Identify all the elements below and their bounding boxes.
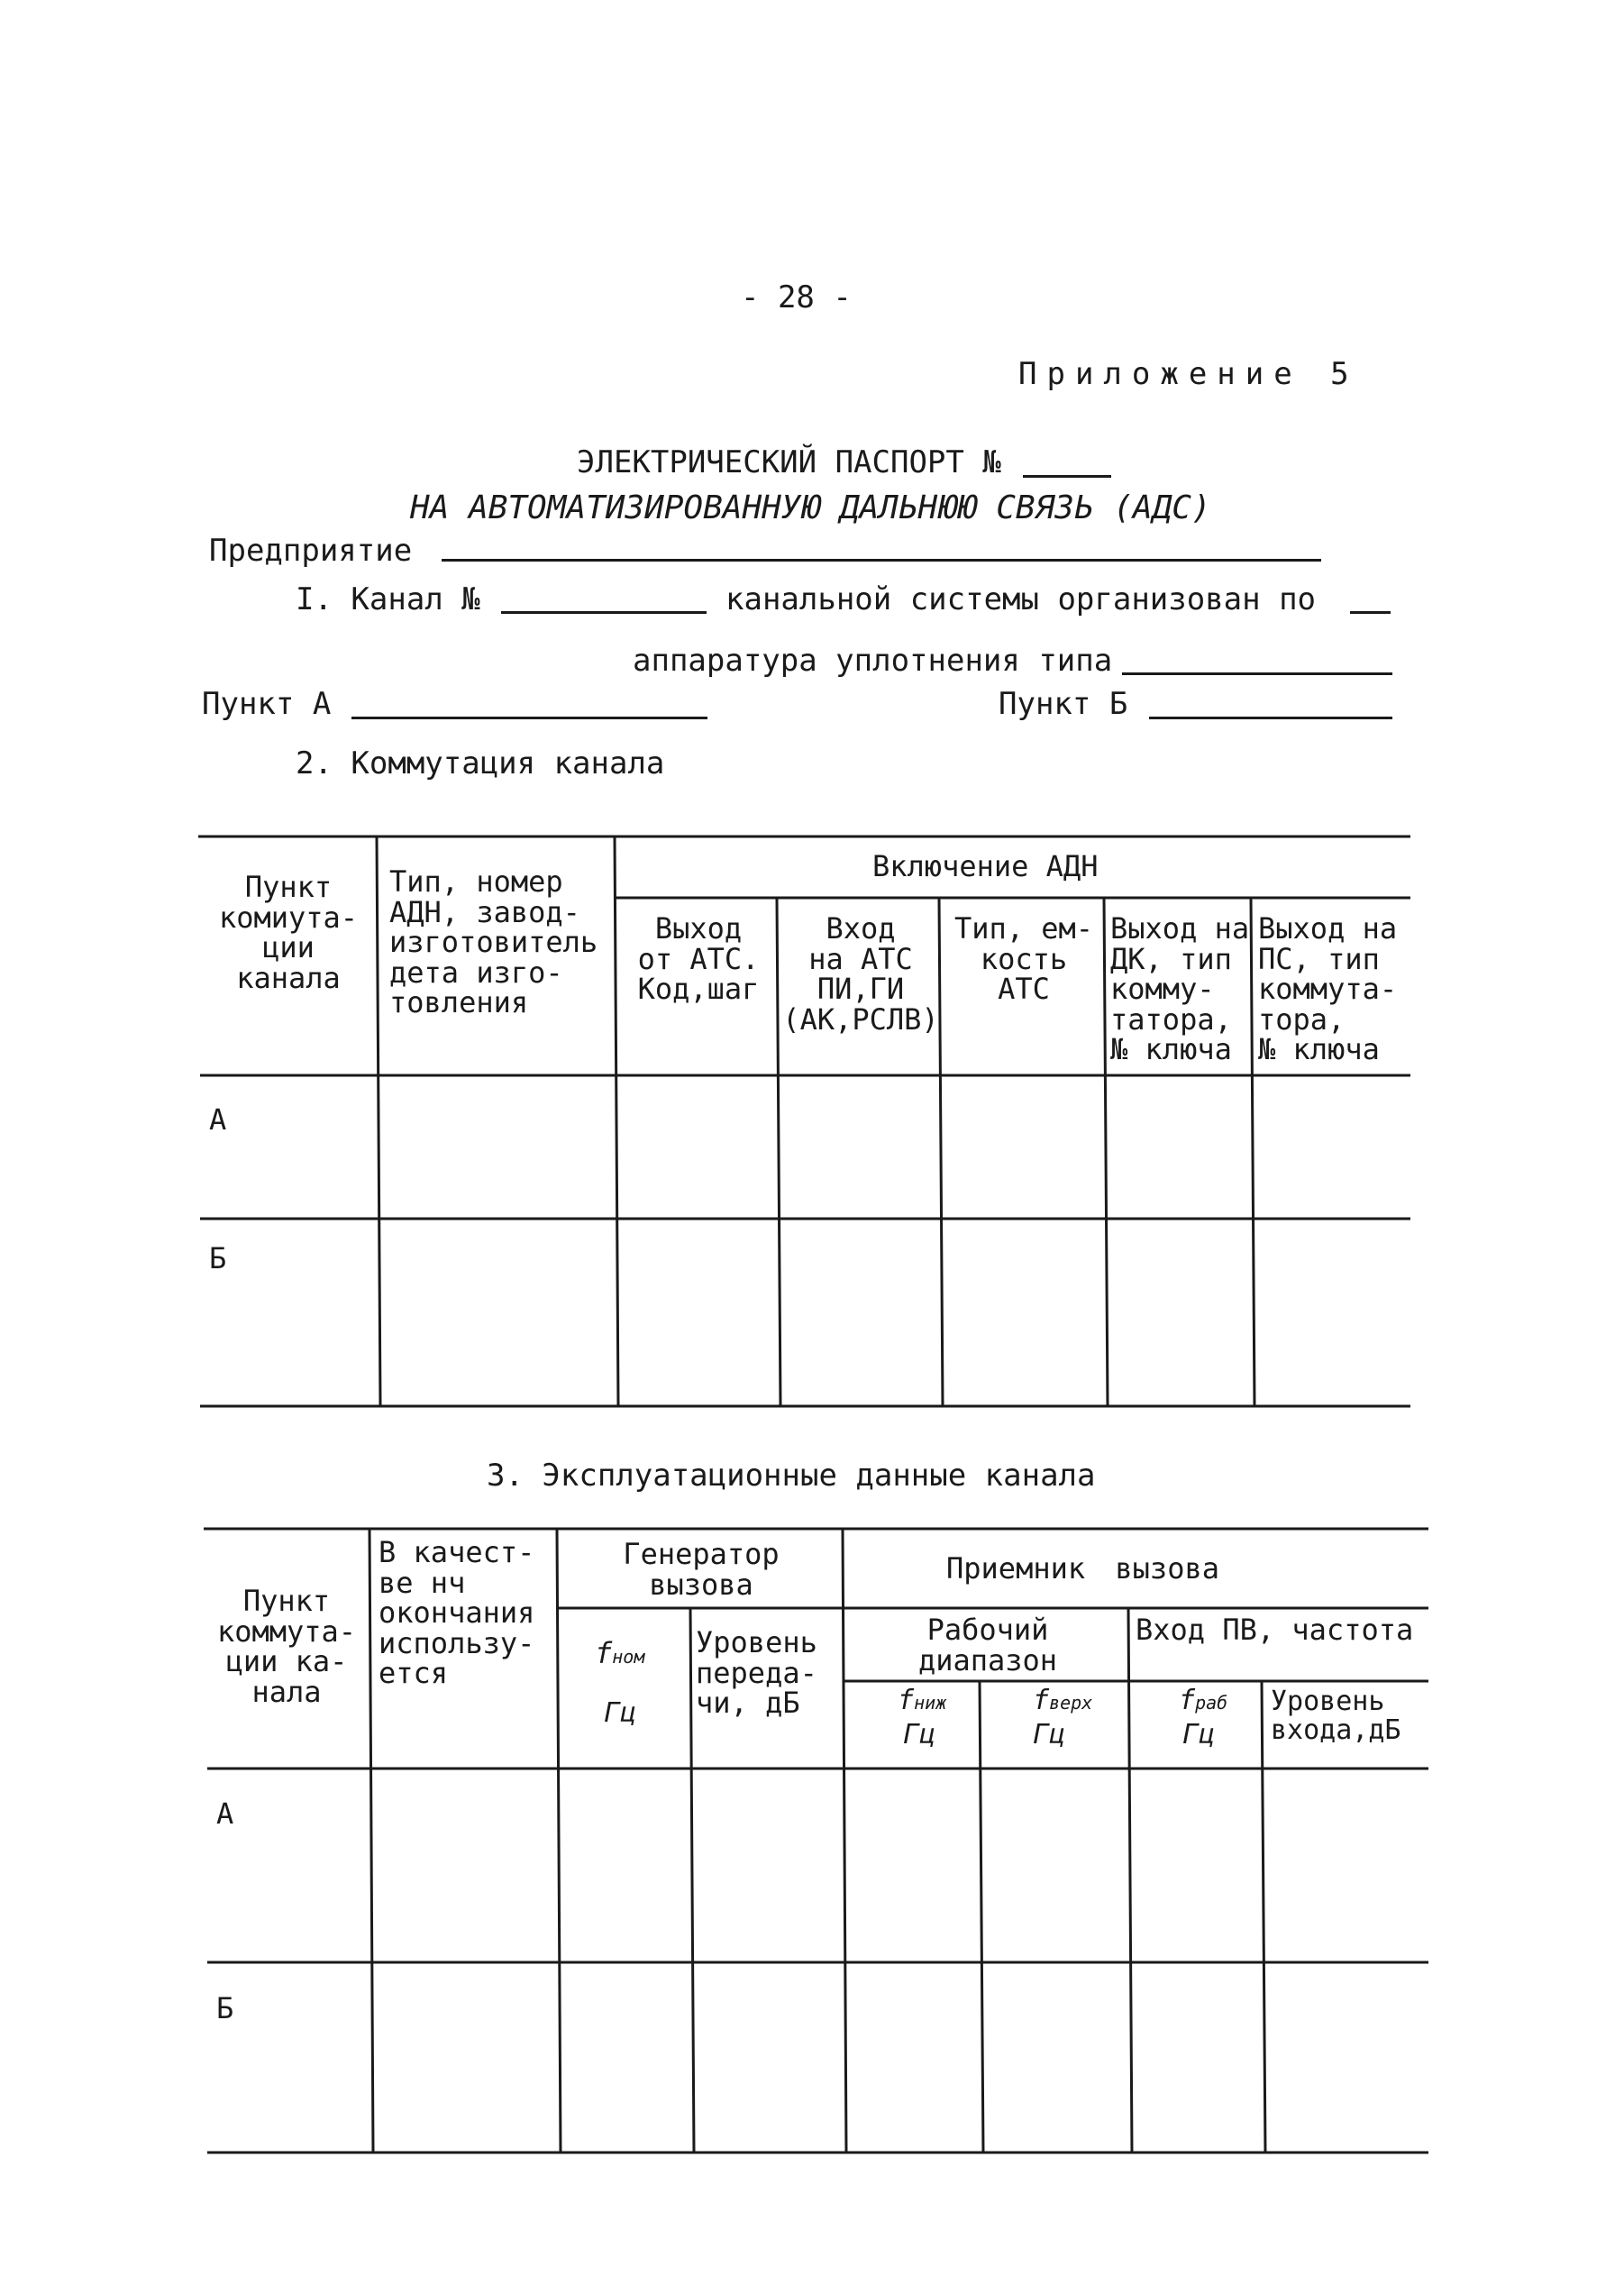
channel-label: I. Канал № [296, 581, 480, 617]
table2-f-low-unit: Гц [903, 1719, 936, 1750]
table1-subcol-exit-dk: Выход на ДК, тип комму- татора, № ключа [1110, 911, 1250, 1067]
table1-group-header: Включение АДН [872, 849, 1099, 883]
enterprise-label: Предприятие [209, 533, 413, 569]
table1-subcol-exit-ats: Выход от АТС. Код,шаг [637, 911, 760, 1007]
table2-gen-frequency: fном [595, 1636, 645, 1670]
equipment-type-line [1122, 672, 1392, 675]
channel-number-line [501, 611, 707, 614]
table2-input-pv: Вход ПВ, частота [1136, 1613, 1414, 1647]
table1-row-a: А [209, 1102, 227, 1137]
table1-col-point: Пункт комиута- ции канала [218, 870, 359, 995]
table2-f-work: fраб [1179, 1685, 1228, 1716]
section3-title: 3. Эксплуатационные данные канала [487, 1458, 1096, 1494]
enterprise-field-line [442, 559, 1321, 562]
point-b-line [1149, 717, 1392, 719]
table2-generator-header: Генератор вызова [623, 1537, 780, 1602]
table2-f-work-unit: Гц [1182, 1719, 1216, 1750]
page-number: - 28 - [741, 279, 852, 315]
table2-f-low: fниж [898, 1685, 947, 1716]
section2-title: 2. Коммутация канала [296, 745, 665, 782]
table2-row-b: Б [216, 1991, 234, 2025]
channel-system-text: канальной системы организован по [725, 581, 1317, 617]
equipment-text: аппаратура уплотнения типа [633, 643, 1113, 679]
table2-input-level: Уровень входа,дБ [1271, 1686, 1401, 1746]
document-subtitle: НА АВТОМАТИЗИРОВАННУЮ ДАЛЬНЮЮ СВЯЗЬ (АДС) [410, 489, 1211, 526]
table1-subcol-exit-ps: Выход на ПС, тип коммута- тора, № ключа [1258, 911, 1398, 1067]
table2-working-range: Рабочий диапазон [917, 1613, 1058, 1677]
table1-subcol-entry-ats: Вход на АТС ПИ,ГИ (АК,РСЛВ) [782, 911, 939, 1037]
table2-col-quality: В качест- ве нч окончания использу- ется [379, 1535, 535, 1691]
table2-f-high: fверх [1033, 1685, 1093, 1716]
table1-row-b: Б [209, 1241, 227, 1275]
document-title: ЭЛЕКТРИЧЕСКИЙ ПАСПОРТ № [577, 444, 1001, 480]
table2-f-high-unit: Гц [1033, 1719, 1066, 1750]
point-a-label: Пункт А [202, 686, 332, 722]
table2-gen-level: Уровень переда- чи, дБ [696, 1625, 817, 1721]
point-a-line [351, 717, 707, 719]
table2-receiver-header: Приемник вызова [946, 1551, 1219, 1586]
table2-gen-frequency-unit: Гц [604, 1697, 637, 1729]
table1-col-type: Тип, номер АДН, завод- изготовитель дета изго- товления [389, 864, 598, 1020]
passport-number-line [1023, 475, 1111, 478]
system-type-line [1350, 611, 1391, 614]
table2-col-point: Пункт коммута- ции ка- нала [216, 1584, 357, 1709]
table1-subcol-ats-type: Тип, ем- кость АТС [953, 911, 1094, 1007]
point-b-label: Пункт Б [999, 686, 1128, 722]
appendix-label: Приложение 5 [1018, 356, 1359, 392]
table2-row-a: А [216, 1796, 234, 1831]
